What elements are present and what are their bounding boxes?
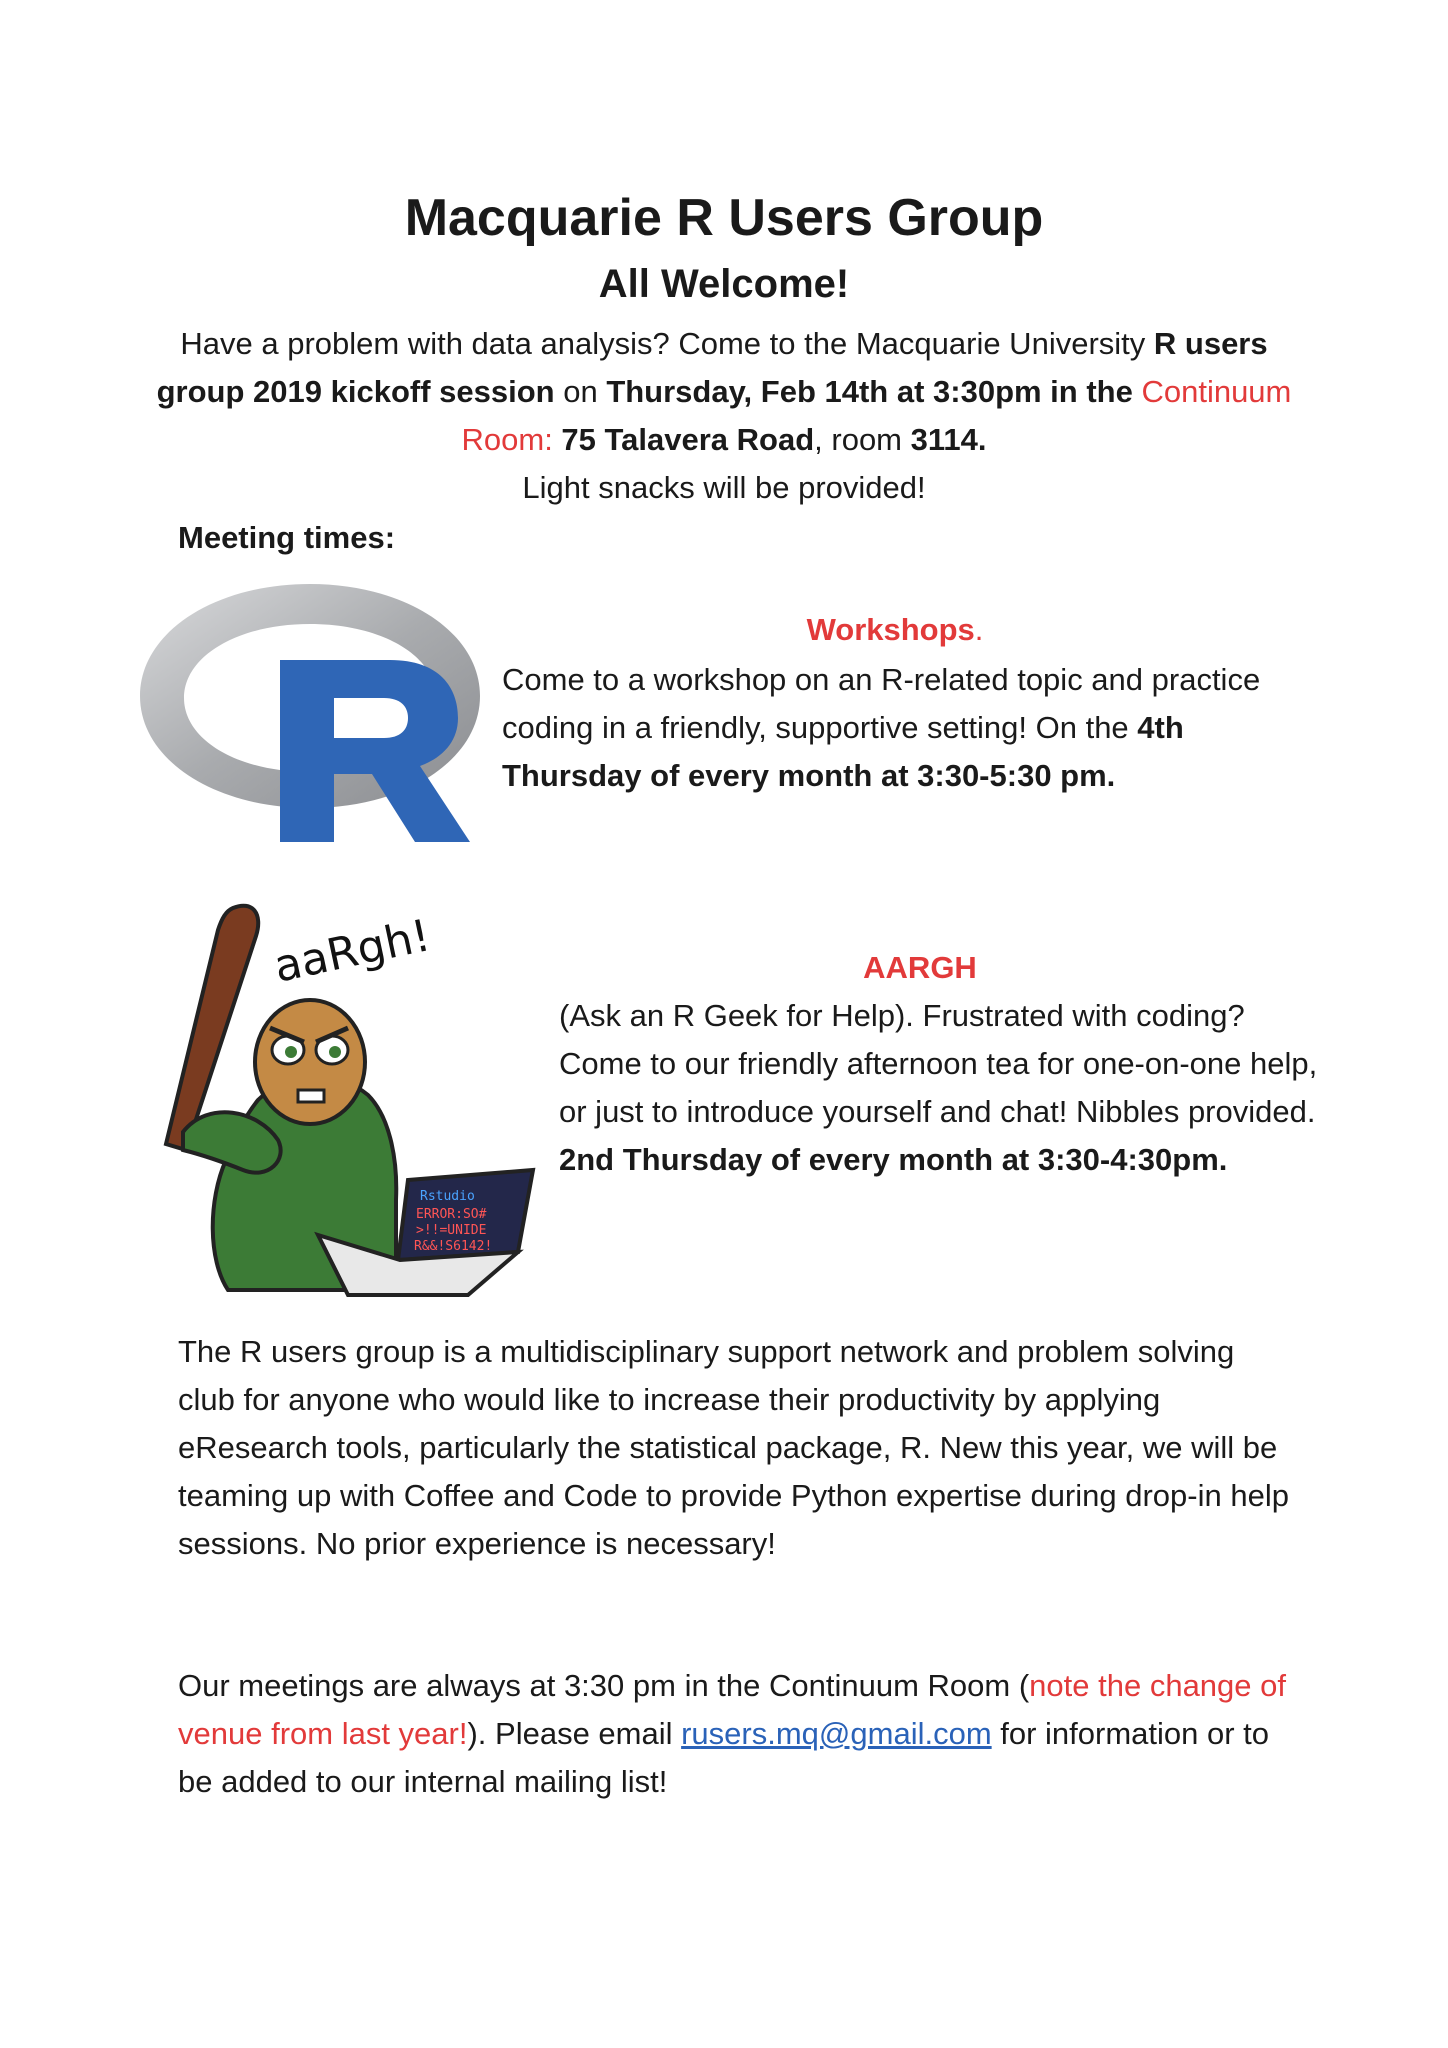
welcome-heading: All Welcome! — [598, 262, 850, 306]
intro-room-name: Continuum Room: — [461, 374, 1292, 457]
intro-address: 75 Talavera Road — [561, 422, 815, 457]
intro-session: R users group 2019 kickoff session — [156, 326, 1268, 409]
r-logo — [140, 580, 480, 850]
workshops-description — [502, 656, 1302, 800]
aargh-illustration — [138, 900, 538, 1300]
r-logo-letter — [280, 660, 470, 842]
workshops-heading — [500, 606, 1290, 654]
venue-text-3: for information or to be added to our internal mailing list! — [178, 1716, 1270, 1799]
aargh-heading — [500, 944, 1340, 992]
venue-paragraph — [178, 1662, 1298, 1806]
intro-room-number: 3114. — [910, 422, 987, 457]
aargh-description — [559, 992, 1319, 1184]
workshops-dot: . — [974, 612, 984, 647]
venue-change-note: note the change of venue from last year! — [178, 1668, 1286, 1751]
laptop-line-1: ERROR:SO# — [416, 1207, 487, 1222]
intro-paragraph — [150, 320, 1298, 512]
meeting-times-label: Meeting times: — [178, 520, 396, 555]
venue-text-1: Our meetings are always at 3:30 pm in the Continuum Room ( — [178, 1668, 1030, 1703]
workshops-title: Workshops — [806, 612, 975, 647]
intro-text-2: on — [554, 374, 607, 409]
laptop-title: Rstudio — [420, 1189, 475, 1204]
laptop-line-2: >!!=UNIDE — [416, 1223, 487, 1238]
about-paragraph: The R users group is a multidisciplinary support network and problem solving club for anyone who would like to increase their productivity by applying eResearch tools, particularly the statistical package, R. New this year, we will be teaming up with Coffee and Code to provide Python expertise during drop-in help sessions. No prior experience is necessary! — [178, 1334, 1289, 1561]
aargh-schedule: 2nd Thursday of every month at 3:30-4:30pm. — [559, 1142, 1228, 1177]
intro-text-1: Have a problem with data analysis? Come to the Macquarie University — [180, 326, 1154, 361]
laptop-line-3: R&&!S6142! — [414, 1239, 493, 1254]
aargh-title: AARGH — [863, 950, 977, 985]
intro-date: Thursday, Feb 14th at 3:30pm in the — [606, 374, 1133, 409]
workshops-body: Come to a workshop on an R-related topic and practice coding in a friendly, supportive setting! On the — [502, 662, 1261, 745]
email-link[interactable]: rusers.mq@gmail.com — [681, 1716, 992, 1751]
venue-text-2: ). Please email — [467, 1716, 682, 1751]
page-title: Macquarie R Users Group — [404, 189, 1044, 247]
intro-text-3: , room — [814, 422, 911, 457]
aargh-speech: aaRgh! — [269, 910, 435, 993]
aargh-body: (Ask an R Geek for Help). Frustrated with coding? Come to our friendly afternoon tea for one-on-one help, or just to introduce yourself and chat! Nibbles provided. — [559, 998, 1318, 1129]
intro-snacks: Light snacks will be provided! — [522, 470, 926, 505]
workshops-schedule: 4th Thursday of every month at 3:30-5:30 pm. — [502, 710, 1184, 793]
